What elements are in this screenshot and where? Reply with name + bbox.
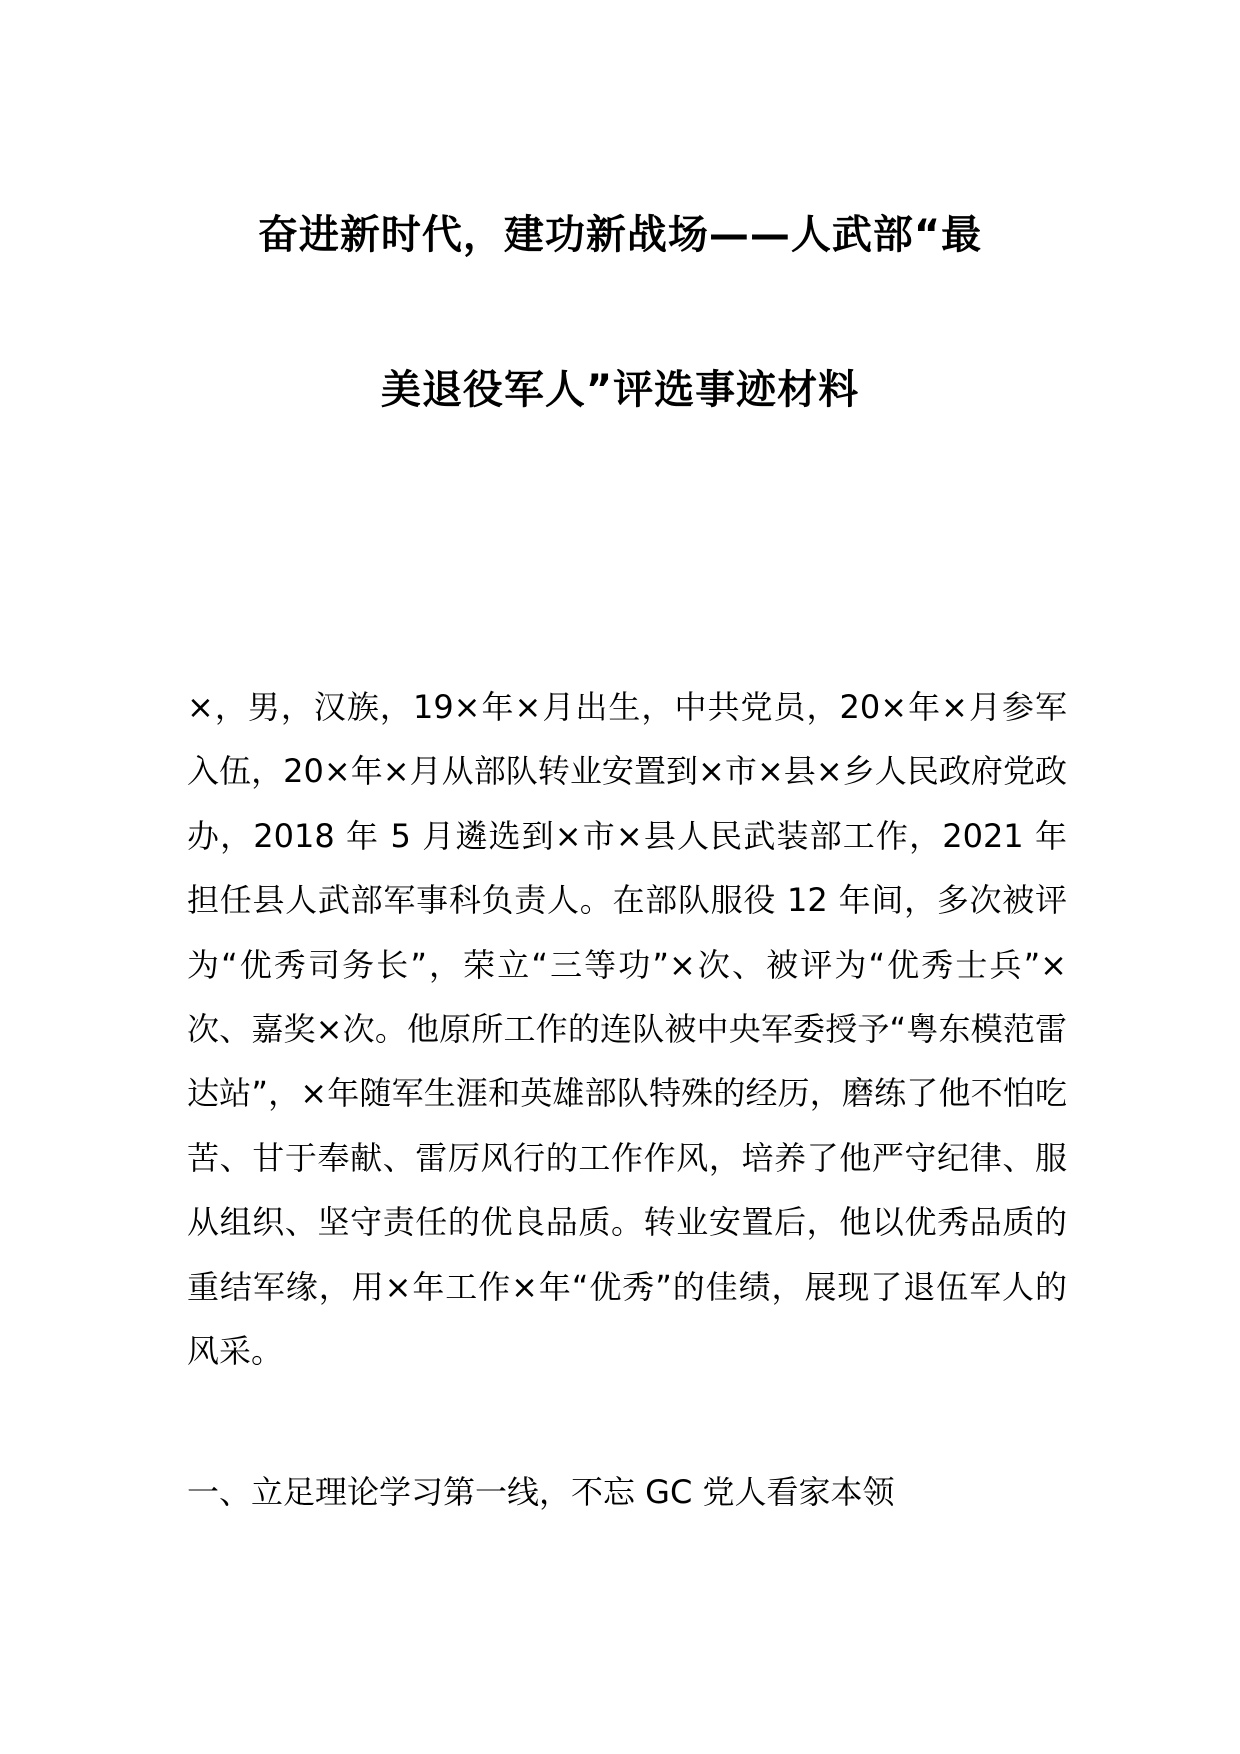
document-title-line-2: 美退役军人”评选事迹材料: [380, 367, 860, 413]
section-heading-1: 一、立足理论学习第一线，不忘 GC 党人看家本领: [187, 1473, 895, 1511]
intro-paragraph: ×，男，汉族，19×年×月出生，中共党员，20×年×月参军入伍，20×年×月从部队转业安置到×市×县×乡人民政府党政办，2018 年 5 月遴选到×市×县人民武装部工作，2021 年担任县人武部军事科负责人。在部队服役 12 年间，多次被评为“优秀司务长”，荣立“三等功”×次、被评为“优秀士兵”×次、嘉奖×次。他原所工作的连队被中央军委授予“粤东模范雷达站”，×年随军生涯和英雄部队特殊的经历，磨练了他不怕吃苦、甘于奉献、雷厉风行的工作作风，培养了他严守纪律、服从组织、坚守责任的优良品质。转业安置后，他以优秀品质的重结军缘，用×年工作×年“优秀”的佳绩，展现了退伍军人的风采。: [187, 688, 1067, 1371]
document-title-line-1: 奋进新时代，建功新战场——人武部“最: [257, 212, 983, 258]
